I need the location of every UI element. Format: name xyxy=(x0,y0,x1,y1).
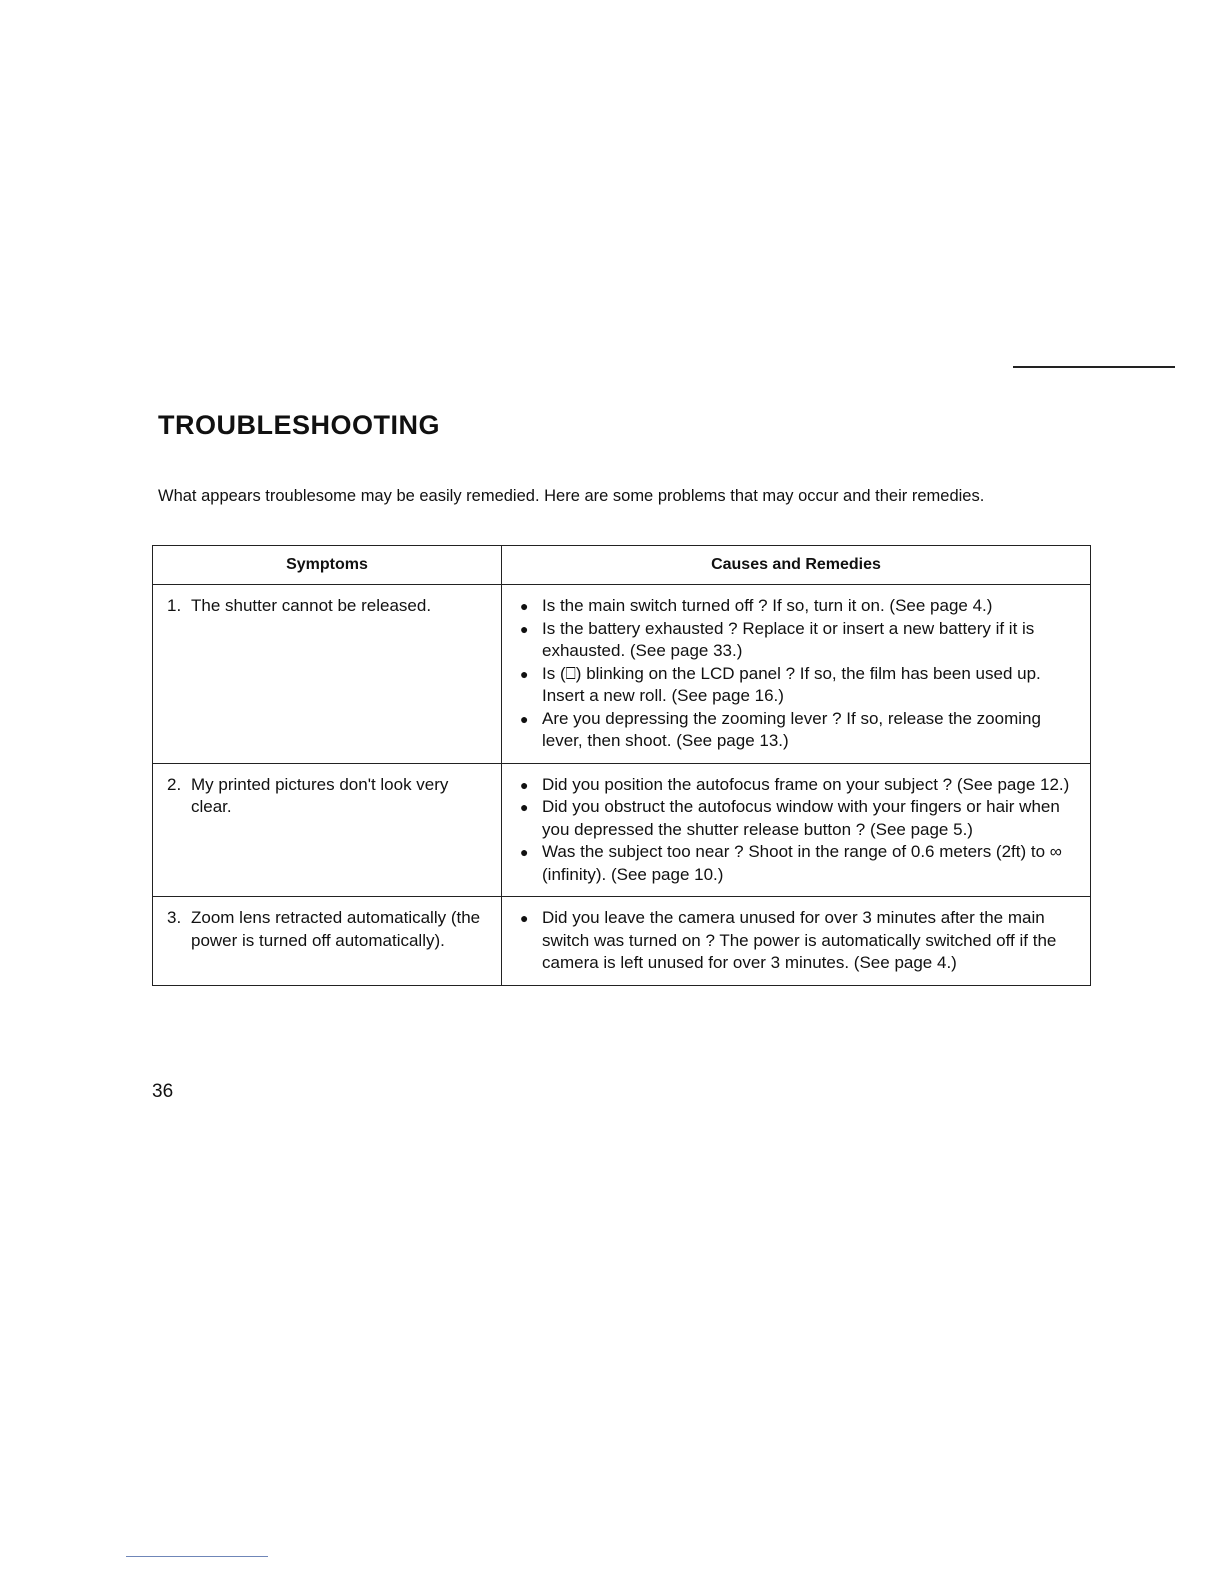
symptom-text: Zoom lens retracted automatically (the power is turned off automatically). xyxy=(191,908,481,950)
bullet-icon: ● xyxy=(520,665,529,682)
causes-list xyxy=(518,595,1080,753)
bullet-icon: ● xyxy=(520,620,529,637)
bullet-icon: ● xyxy=(520,910,529,926)
symptom-number: 2. xyxy=(167,774,182,794)
cause-item: ● Did you obstruct the autofocus window with your fingers or hair when you depressed the shutter release button ? (See page 5.) xyxy=(518,796,1080,841)
intro-paragraph: What appears troublesome may be easily remedied. Here are some problems that may occur and their remedies. xyxy=(158,487,985,505)
cause-item: ● Is the battery exhausted ? Replace it or insert a new battery if it is exhausted. (See page 33.) xyxy=(518,618,1080,663)
bullet-icon: ● xyxy=(520,799,529,815)
cause-item: ● Did you position the autofocus frame on your subject ? (See page 12.) xyxy=(518,774,1080,797)
causes-list xyxy=(518,774,1080,887)
header-symptoms: Symptoms xyxy=(153,546,502,585)
table-header-row xyxy=(153,546,1091,585)
header-causes: Causes and Remedies xyxy=(502,546,1091,585)
causes-cell xyxy=(502,585,1091,764)
table-row xyxy=(153,763,1091,897)
bullet-icon: ● xyxy=(520,710,529,727)
symptom-cell xyxy=(153,897,502,986)
troubleshooting-table xyxy=(152,545,1091,986)
causes-list xyxy=(518,907,1080,975)
causes-cell xyxy=(502,897,1091,986)
table-row xyxy=(153,897,1091,986)
symptom-number: 1. xyxy=(167,596,182,615)
causes-cell xyxy=(502,763,1091,897)
symptom-text: The shutter cannot be released. xyxy=(191,596,432,615)
page-number: 36 xyxy=(152,1081,174,1102)
cause-item: ● Is (⎕) blinking on the LCD panel ? If so, the film has been used up. Insert a new roll. (See page 16.) xyxy=(518,663,1080,708)
symptom-cell xyxy=(153,585,502,764)
top-rule xyxy=(1013,366,1175,368)
page-title: TROUBLESHOOTING xyxy=(158,410,440,440)
symptom-text: My printed pictures don't look very clear. xyxy=(191,774,449,816)
cause-item: ● Did you leave the camera unused for over 3 minutes after the main switch was turned on ? The power is automatically switched off if the camera is left unused for over 3 minutes. (See page 4.) xyxy=(518,907,1080,975)
bullet-icon: ● xyxy=(520,598,529,614)
bottom-rule xyxy=(126,1556,268,1557)
table-row xyxy=(153,585,1091,764)
symptom-number: 3. xyxy=(167,908,182,927)
cause-item: ● Was the subject too near ? Shoot in the range of 0.6 meters (2ft) to ∞ (infinity). (See page 10.) xyxy=(518,841,1080,886)
symptom-cell xyxy=(153,763,502,897)
bullet-icon: ● xyxy=(520,776,529,793)
bullet-icon: ● xyxy=(520,844,529,860)
cause-item: ● Is the main switch turned off ? If so, turn it on. (See page 4.) xyxy=(518,595,1080,618)
cause-item: ● Are you depressing the zooming lever ? If so, release the zooming lever, then shoot. (See page 13.) xyxy=(518,708,1080,753)
